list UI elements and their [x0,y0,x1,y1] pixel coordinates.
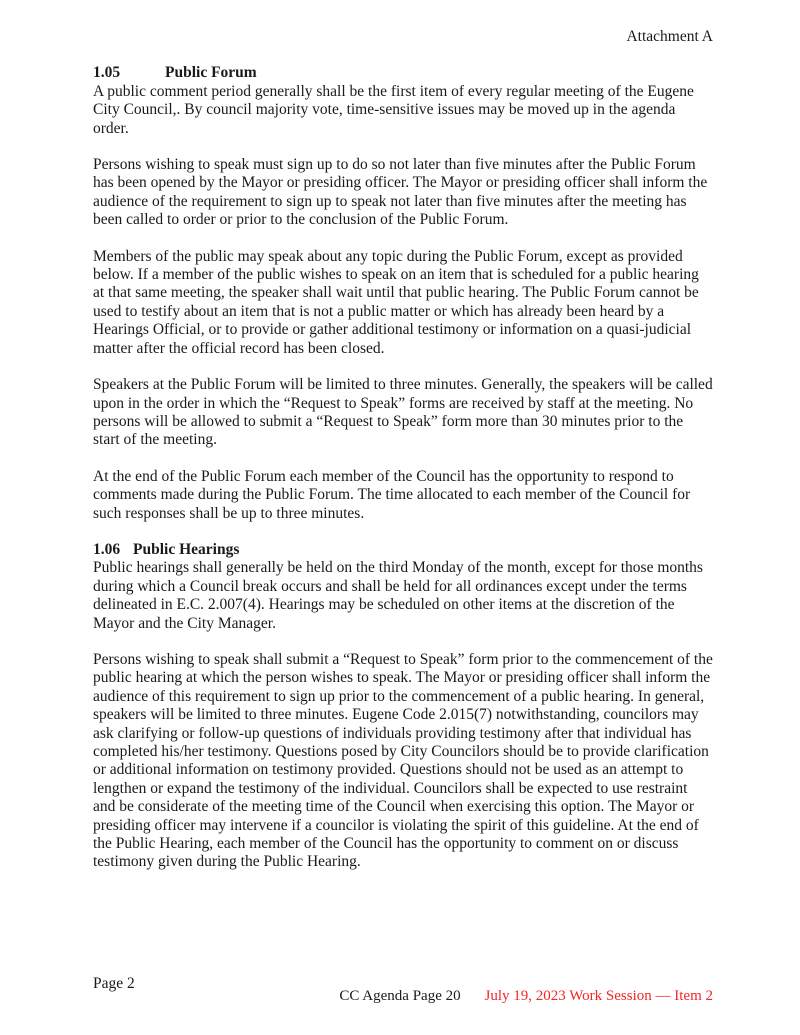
section-title: Public Hearings [133,540,240,558]
paragraph: Members of the public may speak about any topic during the Public Forum, except as provided below. If a member of the public wishes to speak on an item that is scheduled for a public hearing at that same meeting, the speaker shall wait until that public hearing. The Public Forum cannot be used to testify about an item that is not a public matter or which has already been heard by a Hearings Official, or to provide or gather additional testimony or information on a quasi-judicial matter after the official record has been closed. [93,247,699,357]
footer-agenda-page: CC Agenda Page 20 [339,988,461,1004]
section-heading-1-05 [93,64,713,82]
paragraph: A public comment period generally shall be the first item of every regular meeting of the Eugene City Council,. By council majority vote, time-sensitive issues may be moved up in the agenda order. [93,82,694,137]
paragraph: Persons wishing to speak shall submit a “Request to Speak” form prior to the commencement of the public hearing at which the person wishes to speak. The Mayor or presiding officer shall inform the audience of this requirement to sign up prior to the commencement of a public hearing. In general, speakers will be limited to three minutes. Eugene Code 2.015(7) notwithstanding, councilors may ask clarifying or follow-up questions of individuals providing testimony after that individual has completed his/her testimony. Questions posed by City Councilors should be to provide clarification or additional information on testimony provided. Questions should not be used as an attempt to lengthen or expand the testimony of the individual. Councilors shall be expected to use restraint and be considerate of the meeting time of the Council when exercising this option. The Mayor or presiding officer may intervene if a councilor is violating the spirit of this guideline. At the end of the Public Hearing, each member of the Council has the opportunity to comment on or discuss testimony given during the Public Hearing. [93,650,713,871]
section-heading-1-06 [93,541,713,559]
section-number: 1.05 [93,64,121,82]
section-title: Public Forum [165,64,257,82]
footer-page-number: Page 2 [93,975,135,992]
section-number: 1.06 [93,540,121,558]
paragraph: Persons wishing to speak must sign up to do so not later than five minutes after the Public Forum has been opened by the Mayor or presiding officer. The Mayor or presiding officer shall inform the audience of the requirement to sign up to speak not later than five minutes after the meeting has been called to order or prior to the conclusion of the Public Forum. [93,156,708,229]
paragraph: At the end of the Public Forum each member of the Council has the opportunity to respond to comments made during the Public Forum. The time allocated to each member of the Council for such responses shall be up to three minutes. [93,467,691,522]
footer-session-label: July 19, 2023 Work Session — Item 2 [484,988,713,1004]
section-public-forum [93,64,713,523]
section-public-hearings [93,541,713,872]
paragraph: Public hearings shall generally be held on the third Monday of the month, except for those months during which a Council break occurs and shall be held for all ordinances except under the terms delineated in E.C. 2.007(4). Hearings may be scheduled on other items at the discretion of the Mayor and the City Manager. [93,559,703,632]
paragraph: Speakers at the Public Forum will be limited to three minutes. Generally, the speakers will be called upon in the order in which the “Request to Speak” forms are received by staff at the meeting. No persons will be allowed to submit a “Request to Speak” form more than 30 minutes prior to the start of the meeting. [93,376,713,449]
attachment-label: Attachment A [626,28,713,45]
